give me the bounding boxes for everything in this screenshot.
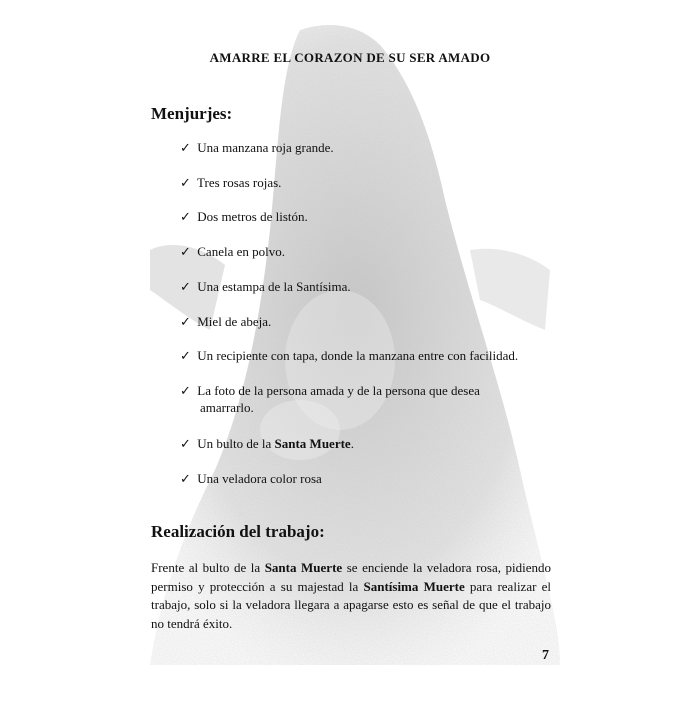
ingredient-item — [180, 278, 560, 295]
ingredient-item — [180, 470, 560, 487]
checkmark-icon: ✓ — [180, 383, 191, 398]
ingredient-text: Canela en polvo. — [197, 244, 285, 259]
checkmark-icon: ✓ — [180, 279, 191, 294]
ingredients-heading: Menjurjes: — [151, 104, 233, 123]
ingredient-text: La foto de la persona amada y de la persona que desea — [197, 383, 480, 398]
checkmark-icon: ✓ — [180, 244, 191, 259]
procedure-paragraph: Frente al bulto de la Santa Muerte se enciende la veladora rosa, pidiendo permiso y protección a su majestad la Santísima Muerte para realizar el trabajo, solo si la veladora llegara a apagarse esto es señal de que el trabajo no tendrá éxito. — [151, 560, 552, 631]
ingredient-text: Una veladora color rosa — [197, 471, 322, 486]
checkmark-icon: ✓ — [180, 175, 191, 190]
santa-muerte-bold: Santa Muerte — [274, 436, 351, 451]
santa-muerte-bold: Santa Muerte — [264, 560, 343, 575]
checkmark-icon: ✓ — [180, 314, 191, 329]
ingredient-text: Una manzana roja grande. — [197, 140, 334, 155]
page-number: 7 — [542, 648, 549, 663]
ingredient-text: Tres rosas rojas. — [197, 175, 282, 190]
page-title: AMARRE EL CORAZON DE SU SER AMADO — [209, 50, 491, 65]
ingredient-text: Una estampa de la Santísima. — [197, 279, 351, 294]
ingredient-item — [180, 208, 560, 225]
ingredient-item — [180, 243, 560, 260]
ingredient-text: Dos metros de listón. — [197, 209, 308, 224]
ingredient-text: Miel de abeja. — [197, 314, 272, 329]
ingredient-text: Un bulto de la Santa Muerte. — [197, 436, 354, 451]
checkmark-icon: ✓ — [180, 471, 191, 486]
ingredient-item — [180, 347, 560, 364]
checkmark-icon: ✓ — [180, 209, 191, 224]
ingredient-text-continued: amarrarlo. — [200, 400, 254, 415]
ingredient-item — [180, 435, 560, 452]
checkmark-icon: ✓ — [180, 436, 191, 451]
ingredient-text: Un recipiente con tapa, donde la manzana entre con facilidad. — [197, 348, 519, 363]
ingredient-item — [180, 174, 560, 191]
ingredient-item — [180, 139, 560, 156]
ingredient-item — [180, 382, 560, 416]
procedure-heading: Realización del trabajo: — [151, 522, 325, 541]
santisima-muerte-bold: Santísima Muerte — [363, 578, 465, 594]
checkmark-icon: ✓ — [180, 140, 191, 155]
checkmark-icon: ✓ — [180, 348, 191, 363]
ingredient-item — [180, 313, 560, 330]
